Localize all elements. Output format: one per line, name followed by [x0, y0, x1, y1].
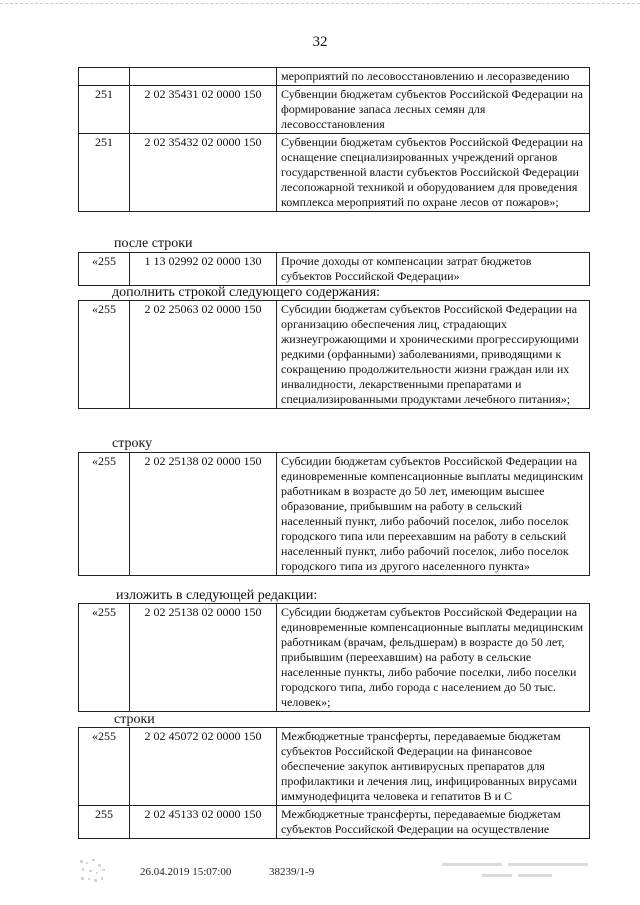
- row-text: Субсидии бюджетам субъектов Российской Федерации на единовременные компенсационные выплаты медицинским работникам в возрасте до 50 лет, имеющим высшее образование, прибывшим на работу в сельский населенный пункт, либо рабочий поселок, либо поселок городского типа или переехавшим на работу в сельский населенный пункт, либо рабочий поселок, либо поселок городского типа из другого населенного пункта»: [277, 453, 590, 576]
- row-code: «255: [79, 301, 130, 409]
- table-d: [78, 452, 590, 576]
- table-row: [79, 134, 590, 212]
- phrase-new-edition: изложить в следующей редакции:: [116, 588, 318, 603]
- row-code: 251: [79, 134, 130, 212]
- phrase-line: строку: [112, 436, 153, 451]
- table-row: [79, 806, 590, 839]
- table-row: [79, 604, 590, 712]
- row-code: «255: [79, 253, 130, 286]
- row-code: «255: [79, 604, 130, 712]
- row-kbk: 2 02 35431 02 0000 150: [130, 86, 277, 134]
- row-text: Межбюджетные трансферты, передаваемые бюджетам субъектов Российской Федерации на осуществление: [277, 806, 590, 839]
- row-code: «255: [79, 728, 130, 806]
- phrase-supplement: дополнить строкой следующего содержания:: [112, 285, 381, 300]
- row-kbk: 1 13 02992 02 0000 130: [130, 253, 277, 286]
- qr-stamp-icon: [78, 858, 108, 884]
- table-row: [79, 86, 590, 134]
- table-row: [79, 301, 590, 409]
- row-text: Прочие доходы от компенсации затрат бюджетов субъектов Российской Федерации»: [277, 253, 590, 286]
- footer-datetime: 26.04.2019 15:07:00: [140, 866, 232, 878]
- row-text: Межбюджетные трансферты, передаваемые бюджетам субъектов Российской Федерации на финансовое обеспечение закупок антивирусных препаратов для профилактики и лечения лиц, инфицированных вирусами иммунодефицита человека и гепатитов В и С: [277, 728, 590, 806]
- row-code: 255: [79, 806, 130, 839]
- row-code: [79, 68, 130, 86]
- row-text: мероприятий по лесовосстановлению и лесоразведению: [277, 68, 590, 86]
- page-number: 32: [312, 34, 328, 50]
- row-kbk: 2 02 45133 02 0000 150: [130, 806, 277, 839]
- row-code: 251: [79, 86, 130, 134]
- row-code: «255: [79, 453, 130, 576]
- phrase-lines: строки: [114, 712, 155, 727]
- table-a: [78, 67, 590, 212]
- table-b: [78, 252, 590, 286]
- table-row: [79, 453, 590, 576]
- table-row: [79, 728, 590, 806]
- row-kbk: 2 02 25138 02 0000 150: [130, 604, 277, 712]
- phrase-after-line: после строки: [114, 236, 193, 251]
- row-kbk: 2 02 25063 02 0000 150: [130, 301, 277, 409]
- row-kbk: 2 02 45072 02 0000 150: [130, 728, 277, 806]
- table-row: [79, 68, 590, 86]
- row-kbk: [130, 68, 277, 86]
- faded-stamp-icon: [442, 860, 592, 882]
- row-kbk: 2 02 25138 02 0000 150: [130, 453, 277, 576]
- table-e: [78, 603, 590, 712]
- top-scan-rule: [0, 3, 640, 4]
- table-row: [79, 253, 590, 286]
- row-text: Субвенции бюджетам субъектов Российской Федерации на оснащение специализированных учреждений органов государственной власти субъектов Российской Федерации лесопожарной техникой и оборудованием для проведения комплекса мероприятий по охране лесов от пожаров»;: [277, 134, 590, 212]
- row-kbk: 2 02 35432 02 0000 150: [130, 134, 277, 212]
- row-text: Субсидии бюджетам субъектов Российской Федерации на организацию обеспечения лиц, страдающих жизнеугрожающими и хроническими прогрессирующими редкими (орфанными) заболеваниями, приводящими к сокращению продолжительности жизни граждан или их инвалидности, лекарственными препаратами и специализированными продуктами лечебного питания»;: [277, 301, 590, 409]
- row-text: Субсидии бюджетам субъектов Российской Федерации на единовременные компенсационные выплаты медицинским работникам (врачам, фельдшерам) в возрасте до 50 лет, прибывшим (переехавшим) на работу в сельские населенные пункты, либо рабочие поселки, либо поселки городского типа, либо города с населением до 50 тыс. человек»;: [277, 604, 590, 712]
- footer-doc-id: 38239/1-9: [269, 866, 315, 878]
- row-text: Субвенции бюджетам субъектов Российской Федерации на формирование запаса лесных семян для лесовосстановления: [277, 86, 590, 134]
- table-f: [78, 727, 590, 839]
- table-c: [78, 300, 590, 409]
